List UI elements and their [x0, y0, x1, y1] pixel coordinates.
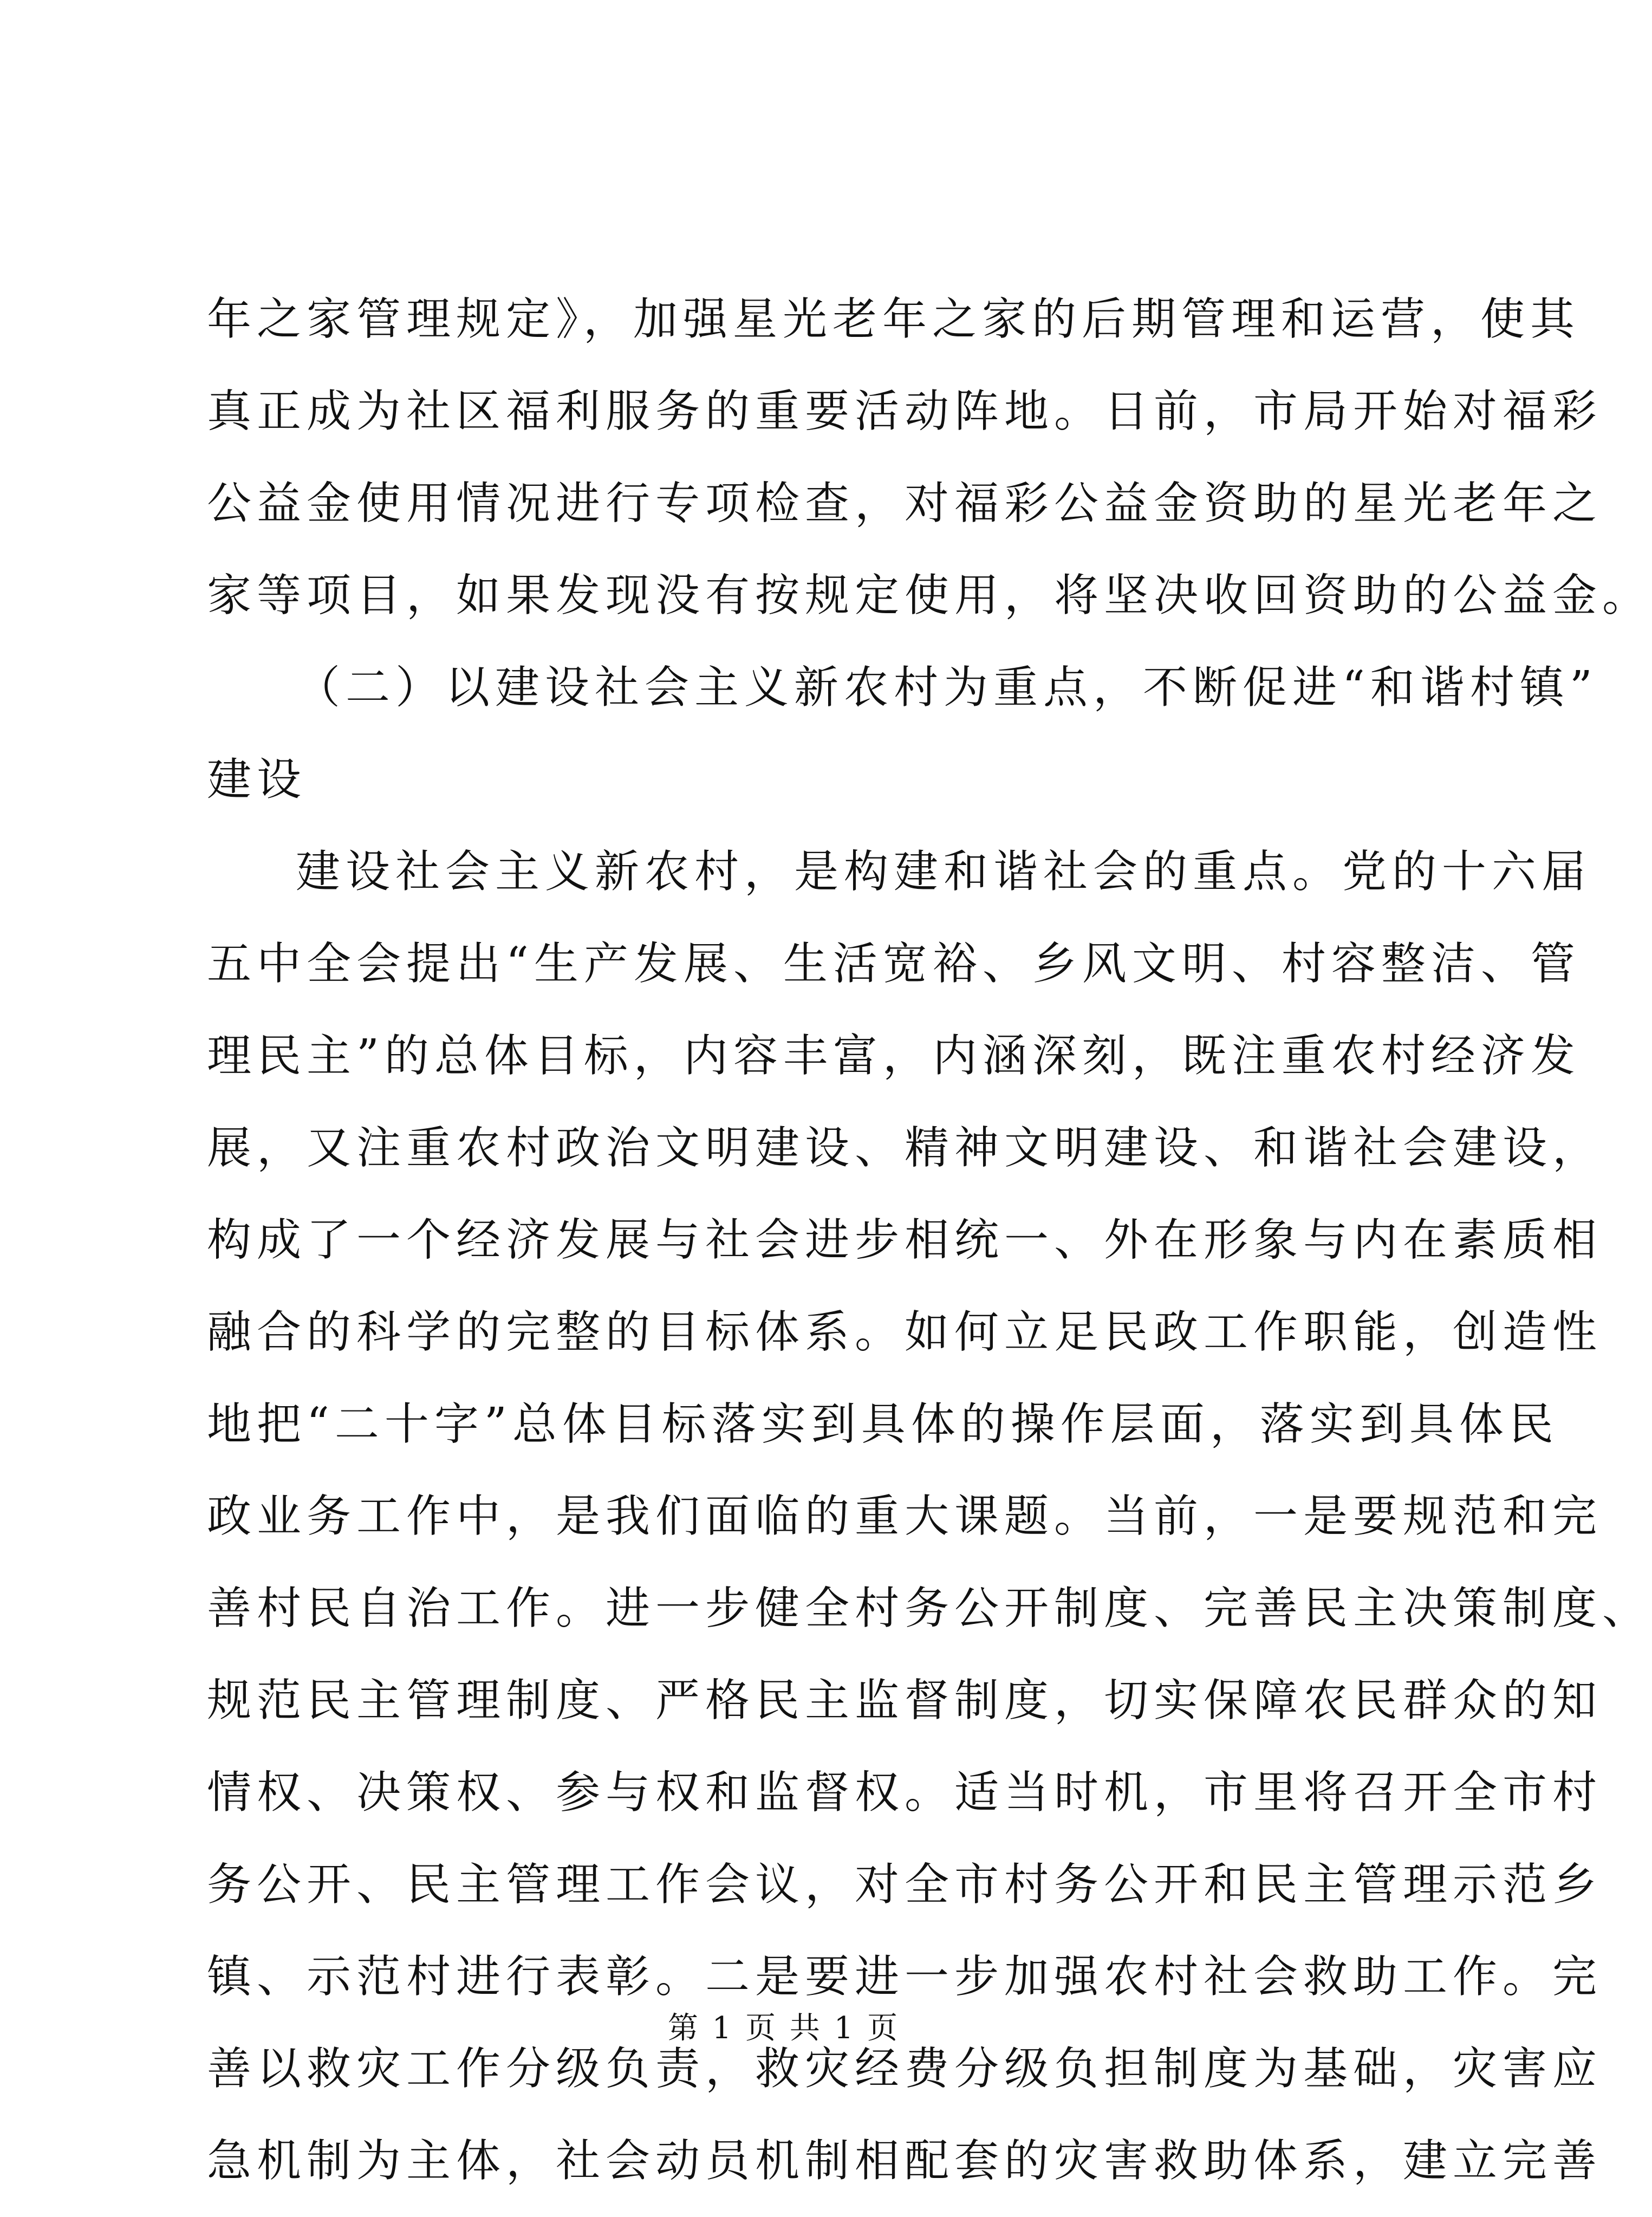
- paragraph-line: 规范民主管理制度、严格民主监督制度，切实保障农民群众的知: [207, 1675, 1603, 1726]
- paragraph-line: 善以救灾工作分级负责，救灾经费分级负担制度为基础，灾害应: [207, 2043, 1603, 2095]
- paragraph-line: 家等项目，如果发现没有按规定使用，将坚决收回资助的公益金。: [207, 570, 1652, 621]
- paragraph-line: 善村民自治工作。进一步健全村务公开制度、完善民主决策制度、: [207, 1583, 1652, 1634]
- paragraph-line: 构成了一个经济发展与社会进步相统一、外在形象与内在素质相: [207, 1214, 1603, 1266]
- paragraph-line: 展，又注重农村政治文明建设、精神文明建设、和谐社会建设，: [207, 1122, 1603, 1174]
- paragraph-line: 务公开、民主管理工作会议，对全市村务公开和民主管理示范乡: [207, 1859, 1603, 1910]
- paragraph-line: 公益金使用情况进行专项检查，对福彩公益金资助的星光老年之: [207, 478, 1603, 529]
- page-footer: 第 1 页 共 1 页: [667, 2011, 900, 2046]
- document-body: [207, 274, 1652, 2207]
- paragraph-line: 镇、示范村进行表彰。二是要进一步加强农村社会救助工作。完: [207, 1951, 1603, 2003]
- paragraph-line: 情权、决策权、参与权和监督权。适当时机，市里将召开全市村: [207, 1767, 1603, 1818]
- paragraph-line: 理民主”的总体目标，内容丰富，内涵深刻，既注重农村经济发: [207, 1030, 1581, 1082]
- paragraph-line: 年之家管理规定》，加强星光老年之家的后期管理和运营，使其: [207, 294, 1581, 345]
- section-heading: （二）以建设社会主义新农村为重点，不断促进“和谐村镇”: [296, 662, 1598, 713]
- paragraph-line: 真正成为社区福利服务的重要活动阵地。日前，市局开始对福彩: [207, 386, 1603, 437]
- paragraph-line: 地把“二十字”总体目标落实到具体的操作层面，落实到具体民: [207, 1399, 1559, 1450]
- paragraph-line: 五中全会提出“生产发展、生活宽裕、乡风文明、村容整洁、管: [207, 938, 1581, 990]
- paragraph-line: 政业务工作中，是我们面临的重大课题。当前，一是要规范和完: [207, 1491, 1603, 1542]
- paragraph-first-line: 建设社会主义新农村，是构建和谐社会的重点。党的十六届: [296, 846, 1592, 898]
- paragraph-line: 融合的科学的完整的目标体系。如何立足民政工作职能，创造性: [207, 1306, 1603, 1358]
- section-heading-continuation: 建设: [207, 754, 307, 805]
- paragraph-line: 急机制为主体，社会动员机制相配套的灾害救助体系，建立完善: [207, 2135, 1603, 2187]
